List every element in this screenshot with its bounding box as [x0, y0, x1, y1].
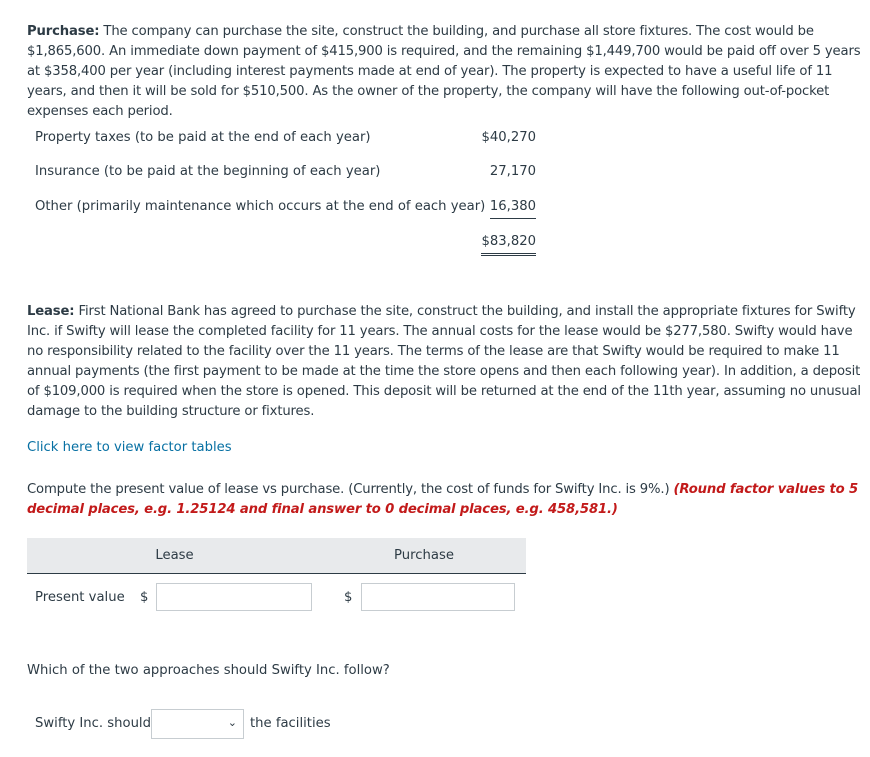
expense-label: Insurance (to be paid at the beginning of each year) [35, 164, 381, 179]
column-header-purchase: Purchase [322, 538, 526, 574]
present-value-label: Present value [35, 590, 125, 605]
expense-amount: $40,270 [481, 130, 536, 145]
compute-text: Compute the present value of lease vs purchase. (Currently, the cost of funds for Swifty Inc. is 9%.) [27, 482, 674, 497]
column-header-lease: Lease [27, 538, 322, 574]
expense-label: Property taxes (to be paid at the end of each year) [35, 130, 371, 145]
expense-row-insurance [35, 162, 540, 182]
expense-row-other [35, 197, 540, 217]
expense-row-total [35, 232, 540, 252]
expense-amount: 27,170 [489, 164, 536, 179]
rounding-instruction: (Round factor values to 5 decimal places, e.g. 1.25124 and final answer to 0 decimal places, e.g. 458,581.) [27, 482, 858, 517]
lease-description [27, 302, 863, 422]
lease-present-value-input[interactable] [156, 583, 312, 611]
answer-suffix: the facilities [250, 716, 331, 731]
purchase-currency-symbol: $ [344, 590, 353, 605]
lease-body: First National Bank has agreed to purchase the site, construct the building, and install the appropriate fixtures for Swifty Inc. if Swifty will lease the completed facility for 11 years. The annual costs for the lease would be $277,580. Swifty would have no responsibility related to the facility over the 11 years. The terms of the lease are that Swifty would be required to make 11 annual payments (the first payment to be made at the time the store opens and then each following year). In addition, a deposit of $109,000 is required when the store is opened. This deposit will be returned at the end of the 11th year, assuming no unusual damage to the building structure or fixtures. [27, 304, 861, 419]
lease-currency-symbol: $ [140, 590, 149, 605]
chevron-down-icon: ⌄ [227, 716, 237, 729]
lease-title: Lease: [27, 304, 75, 319]
purchase-present-value-input[interactable] [361, 583, 515, 611]
approach-question: Which of the two approaches should Swifty Inc. follow? [27, 663, 390, 678]
expense-amount: 16,380 [490, 197, 536, 219]
compute-instructions [27, 480, 863, 520]
expense-total: $83,820 [481, 232, 536, 256]
purchase-title: Purchase: [27, 24, 100, 39]
answer-prefix: Swifty Inc. should [35, 716, 151, 731]
approach-dropdown[interactable] [151, 709, 244, 739]
expense-label: Other (primarily maintenance which occurs at the end of each year) [35, 199, 486, 214]
purchase-description [27, 22, 863, 122]
factor-tables-link[interactable]: Click here to view factor tables [27, 440, 232, 455]
purchase-body: The company can purchase the site, construct the building, and purchase all store fixtures. The cost would be $1,865,600. An immediate down payment of $415,900 is required, and the remaining $1,449,700 would be paid off over 5 years at $358,400 per year (including interest payments made at end of year). The property is expected to have a useful life of 11 years, and then it will be sold for $510,500. As the owner of the property, the company will have the following out-of-pocket expenses each period. [27, 24, 861, 119]
expense-row-property-taxes [35, 128, 540, 148]
